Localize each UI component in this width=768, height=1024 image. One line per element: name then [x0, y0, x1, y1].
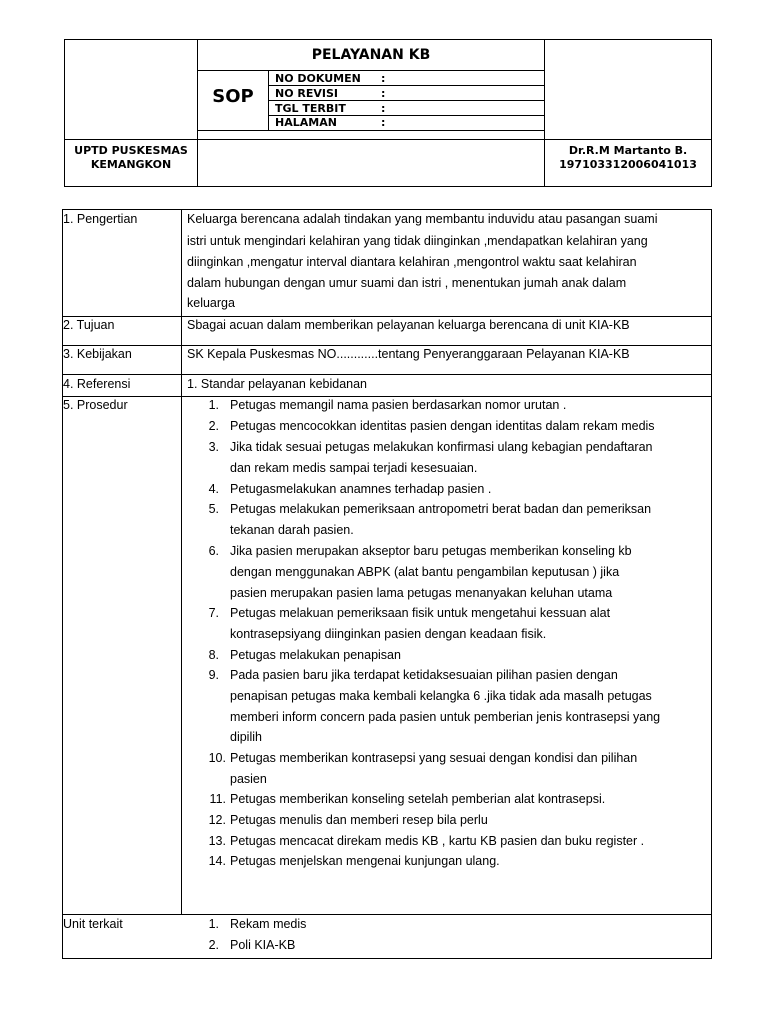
step-number: 14.	[208, 854, 226, 868]
step-line: tekanan darah pasien.	[230, 523, 354, 537]
pengertian-line: keluarga	[187, 296, 235, 310]
step-line: dipilih	[230, 730, 262, 744]
tgl-terbit-colon: :	[381, 102, 386, 115]
step-number: 4.	[208, 482, 219, 496]
step-number: 13.	[208, 834, 226, 848]
no-revisi-colon: :	[381, 87, 386, 100]
step-line: Petugas menjelskan mengenai kunjungan ulang.	[230, 854, 500, 868]
step-number: 6.	[208, 544, 219, 558]
step-line: Jika tidak sesuai petugas melakukan konfirmasi ulang kebagian pendaftaran	[230, 440, 653, 454]
step-line: Petugas memangil nama pasien berdasarkan nomor urutan .	[230, 398, 567, 412]
tgl-terbit-label: TGL TERBIT	[275, 102, 346, 115]
step-number: 12.	[208, 813, 226, 827]
pengertian-label: 1. Pengertian	[63, 212, 138, 226]
org-name-line1: UPTD PUSKESMAS	[74, 144, 188, 157]
unit-number: 1.	[208, 917, 219, 931]
step-number: 9.	[208, 668, 219, 682]
step-line: Petugas melakukan penapisan	[230, 648, 401, 662]
pengertian-line: Keluarga berencana adalah tindakan yang membantu induvidu atau pasangan suami	[187, 212, 658, 226]
step-line: Petugas menulis dan memberi resep bila perlu	[230, 813, 488, 827]
step-number: 1.	[208, 398, 219, 412]
step-line: pasien	[230, 772, 267, 786]
step-number: 2.	[208, 419, 219, 433]
step-number: 10.	[208, 751, 226, 765]
step-line: Petugas memberikan kontrasepsi yang sesuai dengan kondisi dan pilihan	[230, 751, 638, 765]
step-line: Petugas mencocokkan identitas pasien dengan identitas dalam rekam medis	[230, 419, 655, 433]
step-number: 8.	[208, 648, 219, 662]
step-number: 7.	[208, 606, 219, 620]
unit-terkait-label: Unit terkait	[63, 917, 123, 931]
referensi-text: 1. Standar pelayanan kebidanan	[187, 377, 368, 391]
step-number: 5.	[208, 502, 219, 516]
step-line: Petugas melakukan pemeriksaan antropometri berat badan dan pemeriksan	[230, 502, 652, 516]
halaman-label: HALAMAN	[275, 116, 337, 129]
no-dokumen-colon: :	[381, 72, 386, 85]
step-number: 3.	[208, 440, 219, 454]
tujuan-label: 2. Tujuan	[63, 318, 115, 332]
kebijakan-text: SK Kepala Puskesmas NO............tentang Penyeranggaraan Pelayanan KIA-KB	[187, 347, 630, 361]
org-name-line2: KEMANGKON	[90, 158, 172, 171]
step-line: kontrasepsiyang diinginkan pasien dengan keadaan fisik.	[230, 627, 547, 641]
no-dokumen-label: NO DOKUMEN	[275, 72, 361, 85]
referensi-label: 4. Referensi	[63, 377, 131, 391]
unit-item: Poli KIA-KB	[230, 938, 296, 952]
pengertian-line: dalam hubungan dengan umur suami dan istri , menentukan jumah anak dalam	[187, 276, 627, 290]
sop-label: SOP	[212, 86, 254, 107]
document-title: PELAYANAN KB	[311, 47, 431, 63]
kebijakan-label: 3. Kebijakan	[63, 347, 132, 361]
tujuan-text: Sbagai acuan dalam memberikan pelayanan keluarga berencana di unit KIA-KB	[187, 318, 630, 332]
signer-nip: 197103312006041013	[559, 158, 697, 171]
signer-name: Dr.R.M Martanto B.	[568, 144, 688, 157]
step-line: dengan menggunakan ABPK (alat bantu pengambilan keputusan ) jika	[230, 565, 620, 579]
step-line: pasien merupakan pasien lama petugas menanyakan keluhan utama	[230, 586, 613, 600]
unit-number: 2.	[208, 938, 219, 952]
halaman-colon: :	[381, 116, 386, 129]
pengertian-line: diinginkan ,mengatur interval diantara kelahiran ,mengontrol waktu saat kelahiran	[187, 255, 637, 269]
step-line: Pada pasien baru jika terdapat ketidaksesuaian pilihan pasien dengan	[230, 668, 618, 682]
pengertian-line: istri untuk mengindari kelahiran yang tidak diinginkan ,mendapatkan kelahiran yang	[187, 234, 648, 248]
step-line: Jika pasien merupakan akseptor baru petugas memberikan konseling kb	[230, 544, 632, 558]
step-number: 11.	[209, 792, 226, 806]
prosedur-label: 5. Prosedur	[63, 398, 128, 412]
unit-item: Rekam medis	[230, 917, 307, 931]
step-line: Petugas melakuan pemeriksaan fisik untuk mengetahui kessuan alat	[230, 606, 611, 620]
step-line: dan rekam medis sampai terjadi kesesuaian.	[230, 461, 478, 475]
no-revisi-label: NO REVISI	[275, 87, 338, 100]
step-line: penapisan petugas maka kembali kelangka 6 .jika tidak ada masalh petugas	[230, 689, 652, 703]
step-line: Petugasmelakukan anamnes terhadap pasien .	[230, 482, 492, 496]
step-line: Petugas mencacat direkam medis KB , kartu KB pasien dan buku register .	[230, 834, 645, 848]
step-line: memberi inform concern pada pasien untuk pemberian jenis kontrasepsi yang	[230, 710, 661, 724]
step-line: Petugas memberikan konseling setelah pemberian alat kontrasepsi.	[230, 792, 606, 806]
